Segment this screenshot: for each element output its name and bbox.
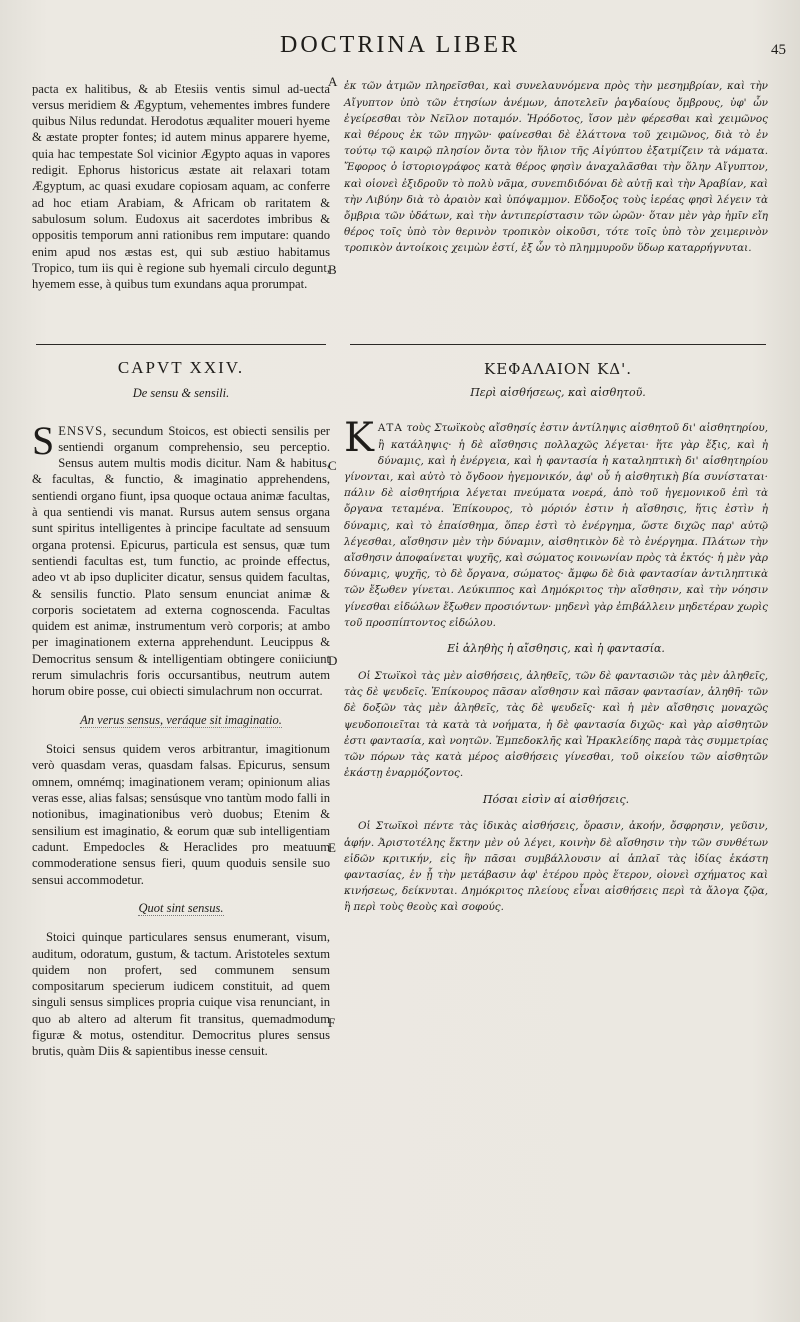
greek-section-true-sense: Οἱ Στωϊκοὶ τὰς μὲν αἰσθήσεις, ἀληθεῖς, τῶν δὲ φαντασιῶν τὰς μὲν ἀληθεῖς, τὰς δὲ ψευδεῖς. Ἐπίκουρος πᾶσαν αἴσθησιν καὶ πᾶσαν φαντασίαν, ἀληθῆ· τῶν δὲ δοξῶν τὰς μὲν ἀληθεῖς, τὰς δὲ ψευδεῖς· καὶ ἡ μὲν αἴσθησις μοναχῶς ψευδοποιεῖται τὰ κατὰ τὰ νοήματα, ἡ δὲ φαντασία διχῶς· καὶ γὰρ αἰσθητῶν ἐστι φαντασία, καὶ νοητῶν. Ἐμπεδοκλῆς καὶ Ἡρακλείδης παρὰ τὰς συμμετρίας τῶν πόρων τὰς κατὰ μέρος αἰσθήσεις γίνεσθαι, τοῦ οἰκείου τῶν αἰσθητῶν ἑκάστῃ ἐναρμόζοντος. [344, 670, 768, 780]
latin-intro-paragraph [32, 417, 330, 700]
greek-intro-paragraph [344, 415, 769, 631]
latin-section-title-number [32, 900, 330, 916]
latin-section-title-true-sense [32, 712, 330, 728]
latin-dropcap: S [32, 417, 55, 463]
latin-intro-text: secundum Stoicos, est obiecti sensilis per sentiendi organum comprehensio, seu perceptio. Sensus autem multis modis dicitur. Nam & habitus, & facultas, & functio, & imaginatio apprehendens, sentiendi organo fiunt, ipsa quoque octaua animæ facultas, à qua sentiendi vis manat. Rursus autem sensus organa sunt spiritus intelligentes à principe facultate ad sensuum organa protensi. Epicurus, particula est sensus, quæ tum sentiendi facultas est, tum functio, ac proinde effectus, adeo vt ab ipso dupliciter dicatur, sensus quidem facultas, & sensilis functio. Plato sensum enunciat animæ & corporis societatem ad externa cognoscenda. Facultas quidem est animæ, instrumentum verò corporis; at ambo per imaginationem externa apprehendunt. Leucippus & Democritus sensum & intelligentiam obtingere coniiciunt rerum simulachris foris occursantibus, neutrum autem horum obire posse, cui obiecti simulachrum non occurrat. [32, 423, 330, 699]
greek-continuation-text: ἐκ τῶν ἀτμῶν πληρεῖσθαι, καὶ συνελαυνόμενα πρὸς τὴν μεσημβρίαν, καὶ τὴν Αἴγυπτον ὑπὸ τῶν ἐτησίων ἀνέμων, ἀποτελεῖν ῥαγδαίους ὄμβρους, ὑφ' ὧν ἐγείρεσθαι τὸν Νεῖλον ποταμόν. Ἡρόδοτος, ἴσον μὲν φέρεσθαι καὶ χειμῶνος καὶ θέρους ἐκ τῶν πηγῶν· φαίνεσθαι δὲ ἐλάττονα τοῦ χειμῶνος, διὰ τὸ ἐν τούτῳ τῷ καιρῷ πλησίον ὄντα τὸν ἥλιον τῆς Αἰγύπτου ἐξατμίζειν τὰ νάματα. Ἔφορος ὁ ἱστοριογράφος κατὰ θέρος φησὶν ἀναχαλᾶσθαι τὴν ὅλην Αἴγυπτον, καὶ οἱονεὶ ἐξιδροῦν τὸ πολὺ νᾶμα, συνεπιδιδόναι δὲ αὐτῇ καὶ τὴν Ἀραβίαν, καὶ τὴν Λιβύην διὰ τὸ ἀραιὸν καὶ ὑπόψαμμον. Εὔδοξος τοὺς ἱερέας φησὶ λέγειν τὰ ὄμβρια τῶν ὑδάτων, καὶ τὴν ἀντιπερίστασιν τῶν ὡρῶν· ὅταν μὲν γὰρ ἡμῖν εἴη θέρος τοῖς ὑπὸ τὸν θερινὸν τροπικὸν οἰκοῦσι, τότε τοῖς ὑπὸ τὸν χειμερινὸν τροπικὸν ἀντοίκοις χειμὼν ἐστί, ἐξ ὧν τὸ πλημμυροῦν ὕδωρ καταρρήγνυται. [344, 80, 768, 255]
running-head: DOCTRINA LIBER [280, 32, 520, 58]
margin-letter-a: A [328, 74, 338, 89]
greek-section-title-true-sense: Εἰ ἀληθὴς ἡ αἴσθησις, καὶ ἡ φαντασία. [447, 642, 665, 656]
greek-separator-rule [350, 344, 766, 345]
greek-section-number: Οἱ Στωϊκοὶ πέντε τὰς ἰδικὰς αἰσθήσεις, ὅρασιν, ἀκοήν, ὄσφρησιν, γεῦσιν, ἁφήν. Ἀριστοτέλης ἕκτην μὲν οὐ λέγει, κοινὴν δὲ αἴσθησιν τὴν τῶν συνθέτων εἰδῶν κριτικήν, εἰς ἣν πᾶσαι συμβάλλουσιν αἱ ἁπλαῖ τὰς ἰδίας ἑκάστη φαντασίας, ἐν ᾗ τὴν μετάβασιν ἀφ' ἑτέρου πρὸς ἕτερον, οἱονεὶ σχήματος καὶ κινήσεως, δείκνυται. Δημόκριτος πλείους εἶναι αἰσθήσεις περὶ τὰ ἄλογα ζῷα, ἢ περὶ τοὺς θεοὺς καὶ σοφούς. [344, 820, 768, 914]
latin-intro-firstword: ENSVS, [58, 423, 108, 438]
greek-intro-text: τοὺς Στωϊκοὺς αἴσθησίς ἐστιν ἀντίληψις αἰσθητοῦ δι' αἰσθητηρίου, ἢ κατάληψις· ἡ δὲ αἴσθησις πολλαχῶς λέγεται· ἥτε γὰρ ἕξις, καὶ ἡ δύναμις, καὶ ἡ ἐνέργεια, καὶ ἡ φαντασία ἡ καταληπτικὴ δι' αἰσθητηρίου γίνονται, καὶ αὐτὸ τὸ ὄγδοον ἡγεμονικόν, ἀφ' οὗ ἡ αἰσθητικὴ βία συνίσταται· πάλιν δὲ αἰσθητήρια λέγεται πνεύματα νοερά, ἀπὸ τοῦ ἡγεμονικοῦ ἐπὶ τὰ ὄργανα τεταμένα. Ἐπίκουρος, τὸ μόριόν ἐστιν ἡ αἴσθησις, ἥτις ἐστὶν ἡ δύναμις, καὶ τὸ ἐπαίσθημα, ὅπερ ἐστὶ τὸ ἐνέργημα, ὥστε διχῶς παρ' αὐτῷ λέγεσθαι, αἴσθησιν μὲν τὴν δύναμιν, αἰσθητικὸν δὲ τὸ ἐνέργημα. Πλάτων τὴν αἴσθησιν ἀποφαίνεται ψυχῆς, καὶ σώματος κοινωνίαν πρὸς τὰ ἐκτός· ἡ μὲν γὰρ δύναμις, ψυχῆς, τὸ δὲ ὄργανα, σώματος· ἄμφω δὲ διὰ φαντασίαν ἀντιληπτικὰ τῶν ἔξωθεν γίνεται. Λεύκιππος καὶ Δημόκριτος τὴν αἴσθησιν, καὶ τὴν νόησιν γίνεσθαι εἰδώλων ἔξωθεν προσιόντων· μηδενὶ γὰρ ἐπιβάλλειν μηδετέραν χωρὶς τοῦ προσπίπτοντος εἰδώλου. [344, 422, 769, 629]
page-number: 45 [771, 42, 786, 58]
margin-letter-c: C [328, 458, 337, 473]
latin-continuation [32, 68, 330, 305]
latin-separator-rule [36, 344, 326, 345]
margin-letter-e: E [328, 840, 336, 855]
greek-chapter-heading: ΚΕΦΑΛΑΙΟΝ ΚΔ'. [484, 360, 632, 378]
latin-section-number: Stoici quinque particulares sensus enumerant, visum, auditum, odoratum, gustum, & tactum. Aristoteles sextum quidem non profert, sed communem sensum compositarum specierum iudicem constituit, ad quem singuli sensus simplices propria cuique visa renunciant, in quo ab altero ad alterum fit transitus, quemadmodum figuræ & motus, ostenditur. Democritus plures sensus brutis, quàm Diis & sapientibus inesse censuit. [32, 930, 330, 1059]
greek-section-title-number: Πόσαι εἰσὶν αἱ αἰσθήσεις. [482, 792, 630, 806]
margin-letter-d: D [328, 653, 338, 668]
latin-chapter-body [32, 410, 330, 1072]
latin-chapter-subtitle: De sensu & sensili. [132, 386, 230, 400]
latin-section-title-number-text: Quot sint sensus. [138, 901, 224, 916]
greek-intro-firstword: ΑΤΑ [377, 422, 403, 435]
latin-section-title-true-sense-text: An verus sensus, veráque sit imaginatio. [80, 713, 282, 728]
latin-chapter-heading: CAPVT XXIV. [117, 358, 245, 377]
margin-letter-f: F [328, 1015, 336, 1030]
greek-continuation [344, 68, 768, 267]
latin-section-true-sense: Stoici sensus quidem veros arbitrantur, imagitionum verò quasdam veras, quasdam falsas. Epicurus, sensum omnem, omnémq; imaginationem veram; opinionum alias veras esse, alias falsas; sensúsque vno tantùm modo falli in notionibus, imaginationibus verò duobus; Etenim & sensilium est imaginatio, & eorum quæ sub intelligentiam cadunt. Empedocles & Heraclides pro meatuum commoderatione sensus fieri, quum quoduis sensile suo sensui accommodetur. [32, 742, 330, 887]
latin-continuation-text: pacta ex halitibus, & ab Etesiis ventis simul ad-uecta versus meridiem & Ægyptum, vehementes imbres fundere quibus Nilus redundat. Herodotus æqualiter moueri hyeme & æstate propter fontes; id autem minus apparere hyeme, quia hac tempestate Sol vicinior Ægypto aquas in vapores redigit. Ephorus historicus æstate ait relaxari totam Ægyptum, ac quasi exudare copiosam aquam, ac conferre ad hoc etiam Arabiam, & Africam ob raritatem & sabulosum solum. Eudoxus ait sacerdotes imbribus & oppositis temporum anni rationibus rem imputare: quando enim apud nos æstas est, qui sub æstiuo habitamus Tropico, tum iis qui è regione sub hyemali circulo degunt, hyemem esse, à quibus tum exundans aqua prorumpat. [32, 81, 330, 292]
greek-chapter-subtitle: Περὶ αἰσθήσεως, καὶ αἰσθητοῦ. [470, 386, 646, 399]
greek-dropcap: Κ [344, 415, 374, 462]
margin-letter-b: B [328, 262, 337, 277]
greek-chapter-body [344, 410, 768, 926]
